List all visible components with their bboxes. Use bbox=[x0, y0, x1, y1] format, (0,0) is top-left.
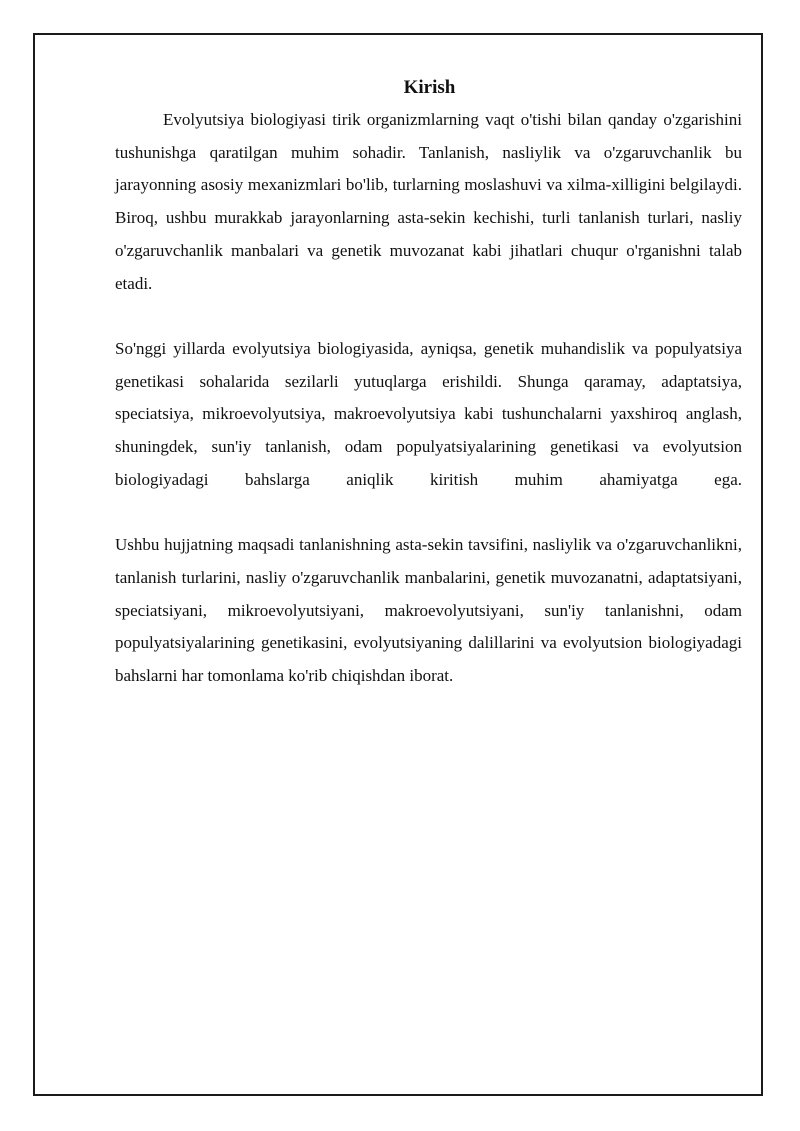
document-title: Kirish bbox=[403, 77, 456, 98]
paragraph-advances: So'nggi yillarda evolyutsiya biologiyasida, ayniqsa, genetik muhandislik va populyatsiya genetikasi sohalarida sezilarli yutuqlarga erishildi. Shunga qaramay, adaptatsiya, speciatsiya, mikroevolyutsiya, makroevolyutsiya kabi tushunchalarni yaxshiroq anglash, shuningdek, sun'iy tanlanish, odam populyatsiyalarining genetikasi va evolyutsion biologiyadagi bahslarga aniqlik kiritish muhim ahamiyatga ega. bbox=[115, 338, 742, 489]
paragraph-spacer bbox=[115, 496, 742, 529]
paragraph-intro: Evolyutsiya biologiyasi tirik organizmlarning vaqt o'tishi bilan qanday o'zgarishini tushunishga qaratilgan muhim sohadir. Tanlanish, nasliylik va o'zgaruvchanlik bu jarayonning asosiy mexanizmlari bo'lib, turlarning moslashuvi va xilma-xilligini belgilaydi. Biroq, ushbu murakkab jarayonlarning asta-sekin kechishi, turli tanlanish turlari, nasliy o'zgaruvchanlik manbalari va genetik muvozanat kabi jihatlari chuqur o'rganishni talab etadi. bbox=[115, 110, 742, 293]
paragraph-purpose: Ushbu hujjatning maqsadi tanlanishning asta-sekin tavsifini, nasliylik va o'zgaruvchanlikni, tanlanish turlarini, nasliy o'zgaruvchanlik manbalarini, genetik muvozanatni, adaptatsiyani, speciatsiyani, mikroevolyutsiyani, makroevolyutsiyani, sun'iy tanlanishni, odam populyatsiyalarining genetikasini, evolyutsiyaning dalillarini va evolyutsion biologiyadagi bahslarni har tomonlama ko'rib chiqishdan iborat. bbox=[115, 535, 742, 685]
document-body bbox=[115, 76, 742, 693]
paragraph-spacer bbox=[115, 300, 742, 333]
